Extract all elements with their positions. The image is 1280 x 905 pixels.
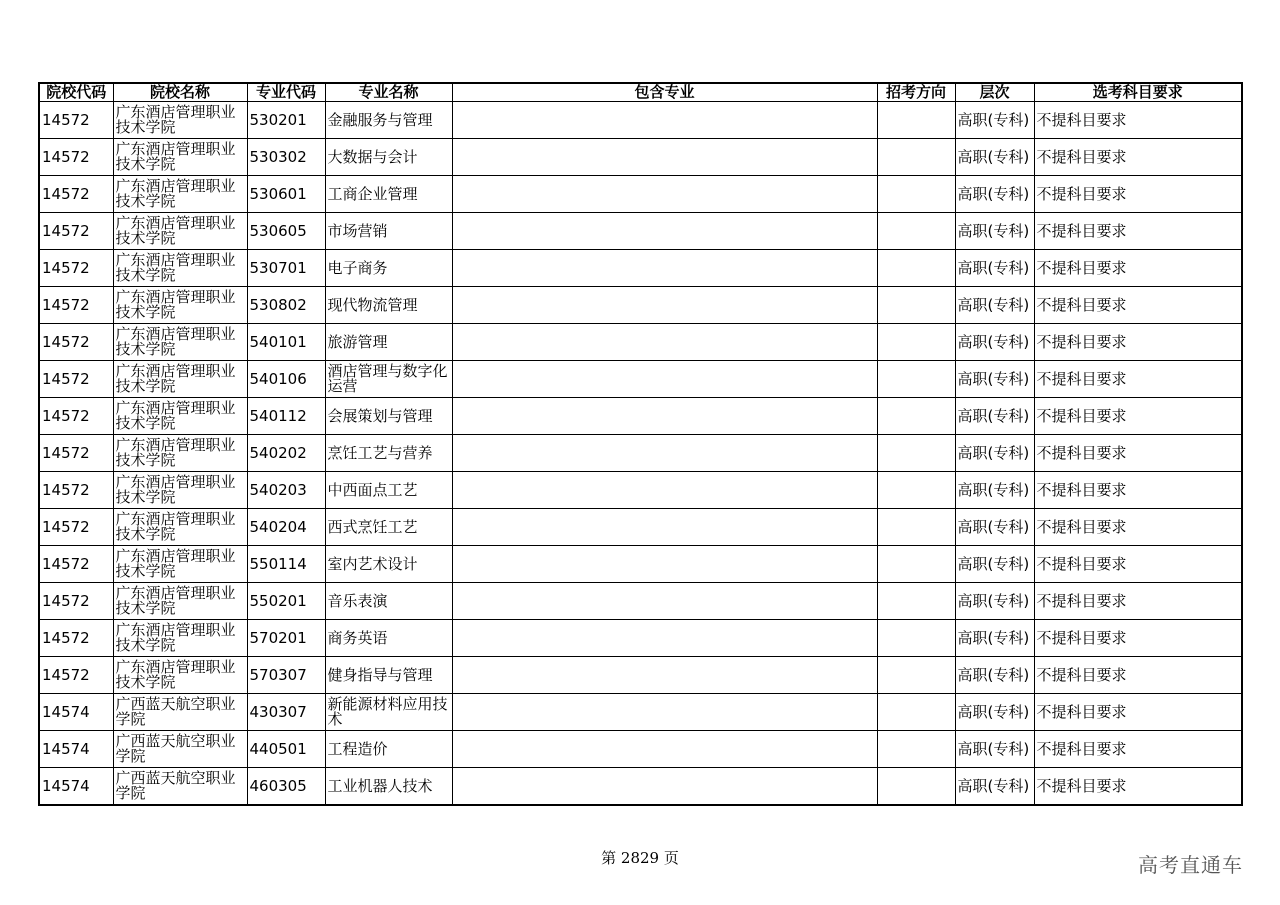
cell-included-majors — [452, 657, 877, 694]
cell-subject-requirements: 不提科目要求 — [1034, 250, 1242, 287]
cell-included-majors — [452, 509, 877, 546]
page-number: 第 2829 页 — [601, 849, 679, 867]
cell-institution-name: 广东酒店管理职业技术学院 — [113, 102, 247, 139]
cell-subject-requirements: 不提科目要求 — [1034, 472, 1242, 509]
table-header-row — [39, 83, 1242, 102]
cell-subject-requirements: 不提科目要求 — [1034, 768, 1242, 806]
cell-major-name: 烹饪工艺与营养 — [325, 435, 452, 472]
table-row — [39, 694, 1242, 731]
cell-major-name: 健身指导与管理 — [325, 657, 452, 694]
cell-subject-requirements: 不提科目要求 — [1034, 731, 1242, 768]
cell-level: 高职(专科) — [955, 435, 1034, 472]
cell-admission-direction — [877, 398, 955, 435]
cell-admission-direction — [877, 324, 955, 361]
cell-subject-requirements: 不提科目要求 — [1034, 657, 1242, 694]
cell-institution-name: 广东酒店管理职业技术学院 — [113, 361, 247, 398]
cell-admission-direction — [877, 694, 955, 731]
cell-admission-direction — [877, 620, 955, 657]
cell-subject-requirements: 不提科目要求 — [1034, 213, 1242, 250]
cell-included-majors — [452, 472, 877, 509]
cell-institution-code: 14572 — [39, 620, 113, 657]
cell-institution-code: 14574 — [39, 731, 113, 768]
cell-level: 高职(专科) — [955, 546, 1034, 583]
cell-admission-direction — [877, 361, 955, 398]
cell-included-majors — [452, 139, 877, 176]
cell-institution-code: 14572 — [39, 546, 113, 583]
header-level: 层次 — [955, 83, 1034, 102]
cell-major-code: 540101 — [247, 324, 325, 361]
header-institution-name: 院校名称 — [113, 83, 247, 102]
cell-institution-name: 广东酒店管理职业技术学院 — [113, 509, 247, 546]
cell-level: 高职(专科) — [955, 176, 1034, 213]
cell-level: 高职(专科) — [955, 509, 1034, 546]
cell-subject-requirements: 不提科目要求 — [1034, 583, 1242, 620]
table-row — [39, 361, 1242, 398]
cell-included-majors — [452, 731, 877, 768]
cell-major-code: 530201 — [247, 102, 325, 139]
cell-major-name: 电子商务 — [325, 250, 452, 287]
cell-level: 高职(专科) — [955, 213, 1034, 250]
cell-major-name: 工程造价 — [325, 731, 452, 768]
cell-major-name: 工业机器人技术 — [325, 768, 452, 806]
cell-institution-code: 14572 — [39, 139, 113, 176]
table-row — [39, 139, 1242, 176]
header-major-code: 专业代码 — [247, 83, 325, 102]
table-row — [39, 657, 1242, 694]
cell-institution-name: 广西蓝天航空职业学院 — [113, 694, 247, 731]
cell-admission-direction — [877, 176, 955, 213]
cell-major-code: 540204 — [247, 509, 325, 546]
cell-level: 高职(专科) — [955, 657, 1034, 694]
cell-major-name: 市场营销 — [325, 213, 452, 250]
cell-institution-name: 广东酒店管理职业技术学院 — [113, 213, 247, 250]
cell-included-majors — [452, 250, 877, 287]
cell-included-majors — [452, 361, 877, 398]
table-row — [39, 287, 1242, 324]
cell-institution-name: 广东酒店管理职业技术学院 — [113, 287, 247, 324]
cell-subject-requirements: 不提科目要求 — [1034, 361, 1242, 398]
table-row — [39, 324, 1242, 361]
cell-admission-direction — [877, 102, 955, 139]
cell-admission-direction — [877, 657, 955, 694]
cell-subject-requirements: 不提科目要求 — [1034, 139, 1242, 176]
cell-major-code: 570307 — [247, 657, 325, 694]
cell-level: 高职(专科) — [955, 731, 1034, 768]
cell-included-majors — [452, 620, 877, 657]
cell-admission-direction — [877, 213, 955, 250]
cell-subject-requirements: 不提科目要求 — [1034, 398, 1242, 435]
cell-major-code: 440501 — [247, 731, 325, 768]
cell-admission-direction — [877, 509, 955, 546]
cell-institution-code: 14572 — [39, 287, 113, 324]
cell-subject-requirements: 不提科目要求 — [1034, 694, 1242, 731]
table-row — [39, 176, 1242, 213]
cell-major-name: 新能源材料应用技术 — [325, 694, 452, 731]
cell-admission-direction — [877, 287, 955, 324]
cell-institution-name: 广西蓝天航空职业学院 — [113, 731, 247, 768]
cell-institution-name: 广东酒店管理职业技术学院 — [113, 546, 247, 583]
table-row — [39, 768, 1242, 806]
cell-subject-requirements: 不提科目要求 — [1034, 324, 1242, 361]
cell-institution-code: 14572 — [39, 361, 113, 398]
cell-major-code: 540202 — [247, 435, 325, 472]
cell-level: 高职(专科) — [955, 398, 1034, 435]
table-row — [39, 435, 1242, 472]
header-admission-direction: 招考方向 — [877, 83, 955, 102]
cell-institution-code: 14572 — [39, 657, 113, 694]
watermark-logo-text: 高考直通车 — [1138, 853, 1243, 877]
cell-level: 高职(专科) — [955, 620, 1034, 657]
cell-institution-code: 14572 — [39, 509, 113, 546]
header-major-name: 专业名称 — [325, 83, 452, 102]
cell-institution-code: 14572 — [39, 250, 113, 287]
cell-included-majors — [452, 287, 877, 324]
cell-included-majors — [452, 398, 877, 435]
admissions-table — [38, 82, 1243, 806]
cell-institution-name: 广东酒店管理职业技术学院 — [113, 472, 247, 509]
cell-institution-name: 广东酒店管理职业技术学院 — [113, 435, 247, 472]
cell-institution-name: 广西蓝天航空职业学院 — [113, 768, 247, 806]
cell-admission-direction — [877, 546, 955, 583]
cell-level: 高职(专科) — [955, 250, 1034, 287]
cell-institution-name: 广东酒店管理职业技术学院 — [113, 139, 247, 176]
cell-level: 高职(专科) — [955, 694, 1034, 731]
cell-major-code: 460305 — [247, 768, 325, 806]
cell-admission-direction — [877, 731, 955, 768]
cell-institution-name: 广东酒店管理职业技术学院 — [113, 176, 247, 213]
cell-major-name: 大数据与会计 — [325, 139, 452, 176]
table-row — [39, 213, 1242, 250]
cell-level: 高职(专科) — [955, 102, 1034, 139]
cell-institution-code: 14572 — [39, 435, 113, 472]
cell-admission-direction — [877, 768, 955, 806]
cell-included-majors — [452, 102, 877, 139]
cell-subject-requirements: 不提科目要求 — [1034, 102, 1242, 139]
cell-included-majors — [452, 435, 877, 472]
cell-major-code: 430307 — [247, 694, 325, 731]
cell-subject-requirements: 不提科目要求 — [1034, 435, 1242, 472]
table-row — [39, 472, 1242, 509]
header-institution-code: 院校代码 — [39, 83, 113, 102]
table-row — [39, 509, 1242, 546]
cell-major-name: 工商企业管理 — [325, 176, 452, 213]
cell-admission-direction — [877, 472, 955, 509]
cell-level: 高职(专科) — [955, 324, 1034, 361]
cell-included-majors — [452, 324, 877, 361]
cell-institution-code: 14572 — [39, 213, 113, 250]
table-row — [39, 583, 1242, 620]
cell-admission-direction — [877, 139, 955, 176]
cell-included-majors — [452, 694, 877, 731]
table-row — [39, 546, 1242, 583]
cell-admission-direction — [877, 583, 955, 620]
cell-institution-code: 14572 — [39, 398, 113, 435]
cell-major-code: 570201 — [247, 620, 325, 657]
cell-level: 高职(专科) — [955, 361, 1034, 398]
cell-institution-name: 广东酒店管理职业技术学院 — [113, 250, 247, 287]
table-row — [39, 102, 1242, 139]
cell-level: 高职(专科) — [955, 583, 1034, 620]
cell-major-name: 音乐表演 — [325, 583, 452, 620]
cell-major-name: 旅游管理 — [325, 324, 452, 361]
cell-subject-requirements: 不提科目要求 — [1034, 620, 1242, 657]
table-row — [39, 731, 1242, 768]
cell-institution-code: 14572 — [39, 324, 113, 361]
cell-subject-requirements: 不提科目要求 — [1034, 176, 1242, 213]
cell-admission-direction — [877, 435, 955, 472]
cell-major-code: 530605 — [247, 213, 325, 250]
cell-institution-code: 14572 — [39, 102, 113, 139]
header-subject-requirements: 选考科目要求 — [1034, 83, 1242, 102]
cell-major-code: 540203 — [247, 472, 325, 509]
cell-major-code: 550201 — [247, 583, 325, 620]
table-row — [39, 250, 1242, 287]
cell-subject-requirements: 不提科目要求 — [1034, 287, 1242, 324]
cell-institution-code: 14572 — [39, 583, 113, 620]
cell-level: 高职(专科) — [955, 768, 1034, 806]
cell-included-majors — [452, 546, 877, 583]
cell-major-name: 酒店管理与数字化运营 — [325, 361, 452, 398]
cell-major-name: 会展策划与管理 — [325, 398, 452, 435]
cell-level: 高职(专科) — [955, 472, 1034, 509]
cell-institution-name: 广东酒店管理职业技术学院 — [113, 620, 247, 657]
cell-major-code: 540112 — [247, 398, 325, 435]
cell-included-majors — [452, 768, 877, 806]
table-row — [39, 620, 1242, 657]
cell-major-name: 商务英语 — [325, 620, 452, 657]
cell-level: 高职(专科) — [955, 287, 1034, 324]
cell-major-code: 540106 — [247, 361, 325, 398]
cell-subject-requirements: 不提科目要求 — [1034, 509, 1242, 546]
cell-institution-code: 14574 — [39, 768, 113, 806]
table-body — [39, 102, 1242, 806]
cell-included-majors — [452, 176, 877, 213]
cell-major-name: 西式烹饪工艺 — [325, 509, 452, 546]
cell-major-code: 530302 — [247, 139, 325, 176]
cell-major-name: 室内艺术设计 — [325, 546, 452, 583]
cell-major-name: 现代物流管理 — [325, 287, 452, 324]
cell-subject-requirements: 不提科目要求 — [1034, 546, 1242, 583]
cell-institution-name: 广东酒店管理职业技术学院 — [113, 657, 247, 694]
cell-major-code: 530802 — [247, 287, 325, 324]
cell-institution-code: 14572 — [39, 176, 113, 213]
cell-institution-name: 广东酒店管理职业技术学院 — [113, 398, 247, 435]
cell-major-code: 530601 — [247, 176, 325, 213]
cell-major-code: 530701 — [247, 250, 325, 287]
cell-major-name: 中西面点工艺 — [325, 472, 452, 509]
cell-institution-name: 广东酒店管理职业技术学院 — [113, 324, 247, 361]
cell-major-name: 金融服务与管理 — [325, 102, 452, 139]
cell-institution-code: 14574 — [39, 694, 113, 731]
cell-admission-direction — [877, 250, 955, 287]
cell-major-code: 550114 — [247, 546, 325, 583]
cell-included-majors — [452, 583, 877, 620]
cell-institution-code: 14572 — [39, 472, 113, 509]
cell-institution-name: 广东酒店管理职业技术学院 — [113, 583, 247, 620]
cell-level: 高职(专科) — [955, 139, 1034, 176]
cell-included-majors — [452, 213, 877, 250]
header-included-majors: 包含专业 — [452, 83, 877, 102]
table-row — [39, 398, 1242, 435]
